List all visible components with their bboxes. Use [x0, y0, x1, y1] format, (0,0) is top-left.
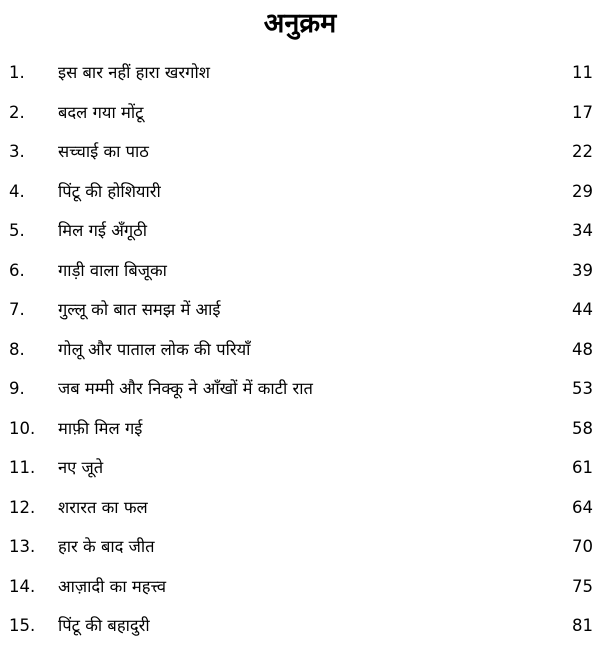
toc-entry-title: सच्चाई का पाठ	[58, 142, 149, 161]
toc-entry-4	[0, 172, 600, 212]
toc-entry-page: 17	[572, 102, 593, 122]
toc-entry-15	[0, 606, 600, 646]
toc-entry-page: 44	[572, 300, 593, 319]
toc-entry-number: 15.	[9, 616, 36, 635]
toc-entry-title: माफ़ी मिल गई	[58, 418, 143, 438]
toc-entry-page: 81	[572, 616, 593, 635]
toc-entry-title: नए जूते	[58, 458, 104, 477]
toc-entry-number: 1.	[9, 63, 25, 82]
toc-entry-number: 13.	[9, 537, 36, 556]
toc-entry-number: 7.	[9, 300, 25, 319]
toc-entry-page: 64	[572, 497, 593, 517]
toc-entry-page: 58	[572, 418, 593, 438]
toc-entry-2	[0, 93, 600, 133]
toc-entry-number: 14.	[9, 576, 36, 596]
toc-entry-7	[0, 290, 600, 330]
table-of-contents	[0, 53, 600, 646]
toc-entry-page: 22	[572, 142, 593, 161]
toc-entry-title: इस बार नहीं हारा खरगोश	[58, 63, 210, 82]
toc-entry-title: गुल्लू को बात समझ में आई	[58, 300, 221, 319]
toc-entry-title: गाड़ी वाला बिजूका	[58, 260, 167, 280]
toc-entry-9	[0, 369, 600, 409]
toc-entry-13	[0, 527, 600, 567]
toc-entry-page: 70	[572, 537, 593, 556]
toc-entry-title: पिंटू की बहादुरी	[58, 616, 150, 635]
toc-entry-8	[0, 330, 600, 370]
toc-entry-page: 34	[572, 221, 593, 240]
toc-entry-number: 12.	[9, 497, 36, 517]
toc-entry-page: 39	[572, 260, 593, 280]
toc-entry-6	[0, 251, 600, 291]
toc-entry-number: 11.	[9, 458, 36, 477]
toc-entry-title: शरारत का फल	[58, 497, 148, 517]
toc-entry-title: पिंटू की होशियारी	[58, 181, 161, 201]
page-title: अनुक्रम	[263, 8, 337, 39]
toc-entry-page: 29	[572, 181, 593, 201]
toc-entry-page: 75	[572, 576, 593, 596]
toc-entry-title: बदल गया मोंटू	[58, 102, 144, 122]
toc-entry-title: गोलू और पाताल लोक की परियाँ	[58, 339, 251, 359]
toc-entry-title: हार के बाद जीत	[58, 537, 155, 556]
toc-entry-12	[0, 488, 600, 528]
toc-entry-14	[0, 567, 600, 607]
toc-entry-page: 61	[572, 458, 593, 477]
toc-entry-number: 5.	[9, 221, 25, 240]
toc-entry-page: 48	[572, 339, 593, 359]
toc-entry-number: 4.	[9, 181, 25, 201]
toc-entry-number: 3.	[9, 142, 25, 161]
toc-entry-number: 10.	[9, 418, 36, 438]
toc-entry-3	[0, 132, 600, 172]
toc-entry-title: जब मम्मी और निक्कू ने आँखों में काटी रात	[58, 379, 313, 398]
toc-entry-number: 8.	[9, 339, 25, 359]
toc-entry-10	[0, 409, 600, 449]
toc-entry-11	[0, 448, 600, 488]
toc-entry-page: 11	[572, 63, 593, 82]
toc-entry-number: 9.	[9, 379, 25, 398]
toc-entry-page: 53	[572, 379, 593, 398]
toc-entry-title: आज़ादी का महत्त्व	[58, 576, 167, 596]
toc-entry-5	[0, 211, 600, 251]
toc-entry-number: 6.	[9, 260, 25, 280]
toc-entry-title: मिल गई अँगूठी	[58, 221, 147, 240]
toc-entry-1	[0, 53, 600, 93]
toc-entry-number: 2.	[9, 102, 25, 122]
